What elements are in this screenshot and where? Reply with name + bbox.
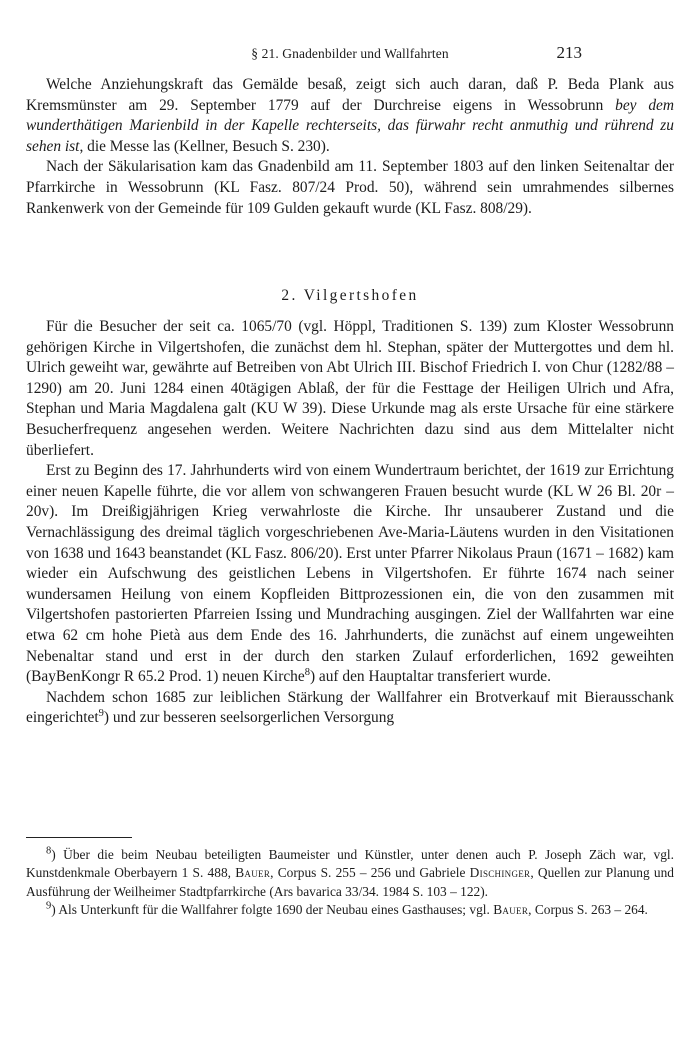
author-name: Dischinger	[469, 865, 531, 881]
page-header	[0, 44, 700, 66]
footnotes	[26, 846, 674, 919]
text-span: , die Messe las (Kellner, Besuch S. 230).	[79, 137, 330, 155]
text-span: ) Über die beim Neubau beteiligten Baumeister und Künstler, unter denen auch P. Joseph Zäch war, vgl. Kunstdenkmale Oberbayern 1 S. 488,	[26, 847, 674, 881]
text-span: ) auf den Hauptaltar transferiert wurde.	[309, 668, 551, 686]
text-span: , Quellen zur Planung und Ausführung der Weilheimer Stadtpfarrkirche (Ars bavarica 33/34. 1984 S. 103 – 122).	[26, 865, 674, 899]
paragraph	[26, 461, 674, 688]
text-span: Erst zu Beginn des 17. Jahrhunderts wird von einem Wundertraum berichtet, der 1619 zur Errichtung einer neuen Kapelle führte, die vor allem von schwangeren Frauen besucht wurde (KL W 26 Bl. 20r – 20v). Im Dreißigjährigen Krieg verwahrloste die Kirche. Ihr unsauberer Zustand und die Vernachlässigung des dreimal täglich vorgeschriebenen Ave-Maria-Läutens wurden in den Visitationen von 1638 und 1643 beanstandet (KL Fasz. 806/20). Erst unter Pfarrer Nikolaus Praun (1671 – 1682) kam wieder ein Aufschwung des geistlichen Lebens in Vilgertshofen. Er führte 1674 nach seiner wundersamen Heilung von einem Kopfleiden Bittprozessionen ein, die von den zusammen mit Vilgertshofen pastorierten Pfarreien Issing und Mundraching ausgingen. Ziel der Wallfahrten war eine etwa 62 cm hohe Pietà aus dem Ende des 16. Jahrhunderts, die zunächst auf einem ungeweihten Nebenaltar stand und erst in der durch den starken Zulauf erforderlichen, 1692 geweihten (BayBenKongr R 65.2 Prod. 1) neuen Kirche	[26, 462, 674, 686]
footnote	[26, 901, 674, 919]
quotation: bey dem wunderthätigen Marienbild in der Kapelle rechterseits, das fürwahr recht anmuthig und rührend zu sehen ist	[26, 96, 674, 155]
page-number: 213	[556, 43, 582, 62]
text-span: , Corpus S. 255 – 256 und Gabriele	[270, 865, 470, 881]
intro-text	[26, 75, 674, 219]
footnote	[26, 846, 674, 901]
paragraph	[26, 688, 674, 729]
footnote-reference[interactable]: 9	[98, 708, 104, 720]
text-span: ) und zur besseren seelsorgerlichen Versorgung	[103, 709, 395, 727]
footnote-reference[interactable]: 8	[304, 666, 310, 678]
section-heading: 2. Vilgertshofen	[281, 287, 419, 304]
running-title: § 21. Gnadenbilder und Wallfahrten	[251, 46, 449, 61]
text-span: , Corpus S. 263 – 264.	[528, 901, 648, 917]
text-span: Welche Anziehungskraft das Gemälde besaß, zeigt sich auch daran, daß P. Beda Plank aus Kremsmünster am 29. September 1779 auf der Durchreise eigens in Wessobrunn	[26, 76, 674, 114]
text-span: Nachdem schon 1685 zur leiblichen Stärkung der Wallfahrer ein Brotverkauf mit Bierausschank eingerichtet	[26, 688, 674, 727]
section-text	[26, 317, 674, 729]
footnote-mark: 8	[46, 845, 52, 857]
footnote-mark: 9	[46, 900, 52, 912]
paragraph: Nach der Säkularisation kam das Gnadenbild am 11. September 1803 auf den linken Seitenaltar der Pfarrkirche in Wessobrunn (KL Fasz. 807/24 Prod. 50), während sein umrahmendes silbernes Rankenwerk von der Gemeinde für 109 Gulden gekauft wurde (KL Fasz. 808/29).	[26, 158, 674, 217]
author-name: Bauer	[235, 865, 271, 881]
footnote-divider	[26, 837, 132, 838]
text-span: ) Als Unterkunft für die Wallfahrer folgte 1690 der Neubau eines Gasthauses; vgl.	[51, 901, 494, 917]
author-name: Bauer	[493, 901, 529, 917]
paragraph: Für die Besucher der seit ca. 1065/70 (vgl. Höppl, Traditionen S. 139) zum Kloster Wessobrunn gehörigen Kirche in Vilgertshofen, die zunächst dem hl. Stephan, später der Muttergottes und dem hl. Ulrich geweiht war, gewährte auf Betreiben von Abt Ulrich III. Bischof Friedrich I. von Chur (1282/88 – 1290) am 20. Juni 1284 einen 40tägigen Ablaß, der für die Festtage der Heiligen Ulrich und Afra, Stephan und Maria Magdalena galt (KU W 39). Diese Urkunde mag als erste Ursache für eine stärkere Besucherfrequenz angesehen werden. Weitere Nachrichten dazu sind aus dem Mittelalter nicht überliefert.	[26, 318, 674, 459]
paragraph	[26, 75, 674, 157]
